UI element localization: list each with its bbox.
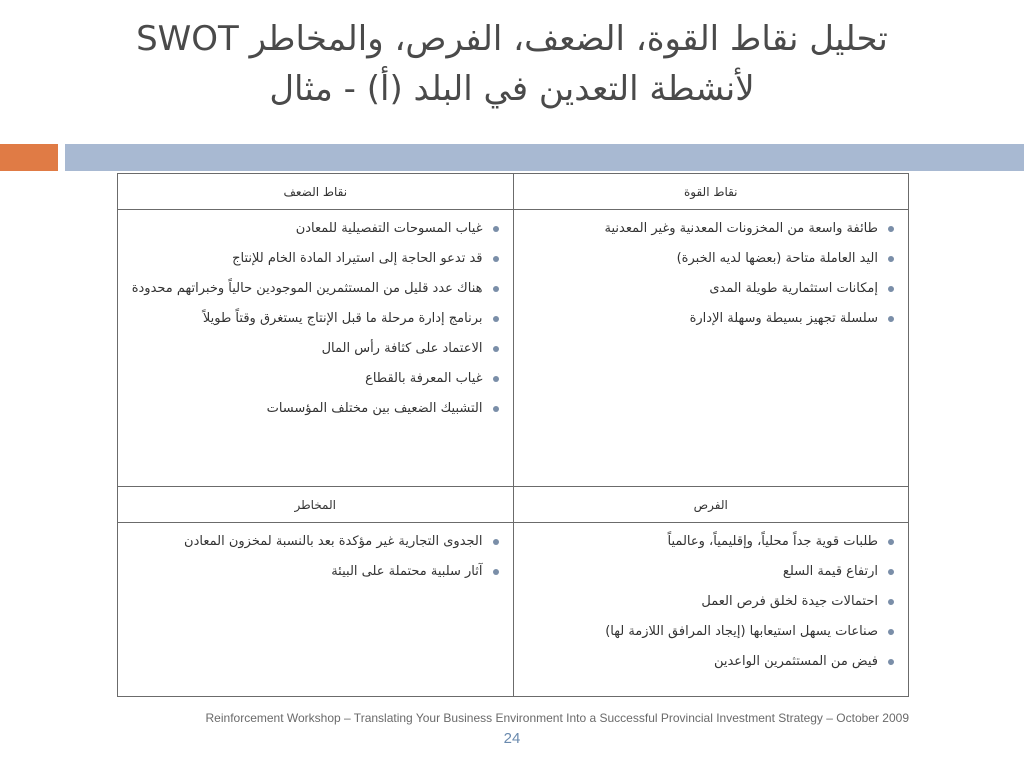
list-item: اليد العاملة متاحة (بعضها لديه الخبرة) [522,250,895,268]
strengths-header: نقاط القوة [513,174,909,210]
list-item: سلسلة تجهيز بسيطة وسهلة الإدارة [522,310,895,328]
list-item: ارتفاع قيمة السلع [522,563,895,581]
list-item: الاعتماد على كثافة رأس المال [126,340,499,358]
bullet-icon [888,599,894,605]
bullet-icon [493,226,499,232]
accent-bar-blue [65,144,1024,171]
threats-cell [118,523,514,697]
opportunities-header: الفرص [513,487,909,523]
threats-header: المخاطر [118,487,514,523]
opportunities-list [514,523,909,671]
weaknesses-header: نقاط الضعف [118,174,514,210]
bullet-icon [493,256,499,262]
bullet-icon [888,256,894,262]
bullet-icon [888,629,894,635]
bullet-icon [493,346,499,352]
strengths-cell [513,210,909,487]
threats-list [118,523,513,581]
bullet-icon [888,659,894,665]
list-item: غياب المعرفة بالقطاع [126,370,499,388]
list-item: طائفة واسعة من المخزونات المعدنية وغير المعدنية [522,220,895,238]
bullet-icon [888,316,894,322]
list-item: برنامج إدارة مرحلة ما قبل الإنتاج يستغرق وقتاً طويلاً [126,310,499,328]
opportunities-cell [513,523,909,697]
list-item: إمكانات استثمارية طويلة المدى [522,280,895,298]
bullet-icon [493,376,499,382]
list-item: فيض من المستثمرين الواعدين [522,653,895,671]
strengths-list [514,210,909,328]
bullet-icon [493,406,499,412]
weaknesses-cell [118,210,514,487]
list-item: هناك عدد قليل من المستثمرين الموجودين حالياً وخبراتهم محدودة [126,280,499,298]
list-item: صناعات يسهل استيعابها (إيجاد المرافق اللازمة لها) [522,623,895,641]
list-item: طلبات قوية جداً محلياً، وإقليمياً، وعالمياً [522,533,895,551]
footer-text: Reinforcement Workshop – Translating Your Business Environment Into a Successful Provincial Investment Strategy – October 2009 [205,711,909,725]
list-item: الجدوى التجارية غير مؤكدة بعد بالنسبة لمخزون المعادن [126,533,499,551]
weaknesses-list [118,210,513,418]
list-item: قد تدعو الحاجة إلى استيراد المادة الخام للإنتاج [126,250,499,268]
slide-title-line1: تحليل نقاط القوة، الضعف، الفرص، والمخاطر SWOT [136,19,888,59]
bullet-icon [888,286,894,292]
accent-bar-orange [0,144,58,171]
list-item: غياب المسوحات التفصيلية للمعادن [126,220,499,238]
list-item: التشبيك الضعيف بين مختلف المؤسسات [126,400,499,418]
bullet-icon [888,226,894,232]
swot-table [117,173,909,697]
list-item: احتمالات جيدة لخلق فرص العمل [522,593,895,611]
bullet-icon [493,539,499,545]
slide-title [60,14,964,114]
bullet-icon [493,316,499,322]
bullet-icon [493,569,499,575]
list-item: آثار سلبية محتملة على البيئة [126,563,499,581]
bullet-icon [888,569,894,575]
page-number: 24 [503,730,521,747]
bullet-icon [888,539,894,545]
slide-title-line2: لأنشطة التعدين في البلد (أ) - مثال [269,69,755,109]
bullet-icon [493,286,499,292]
